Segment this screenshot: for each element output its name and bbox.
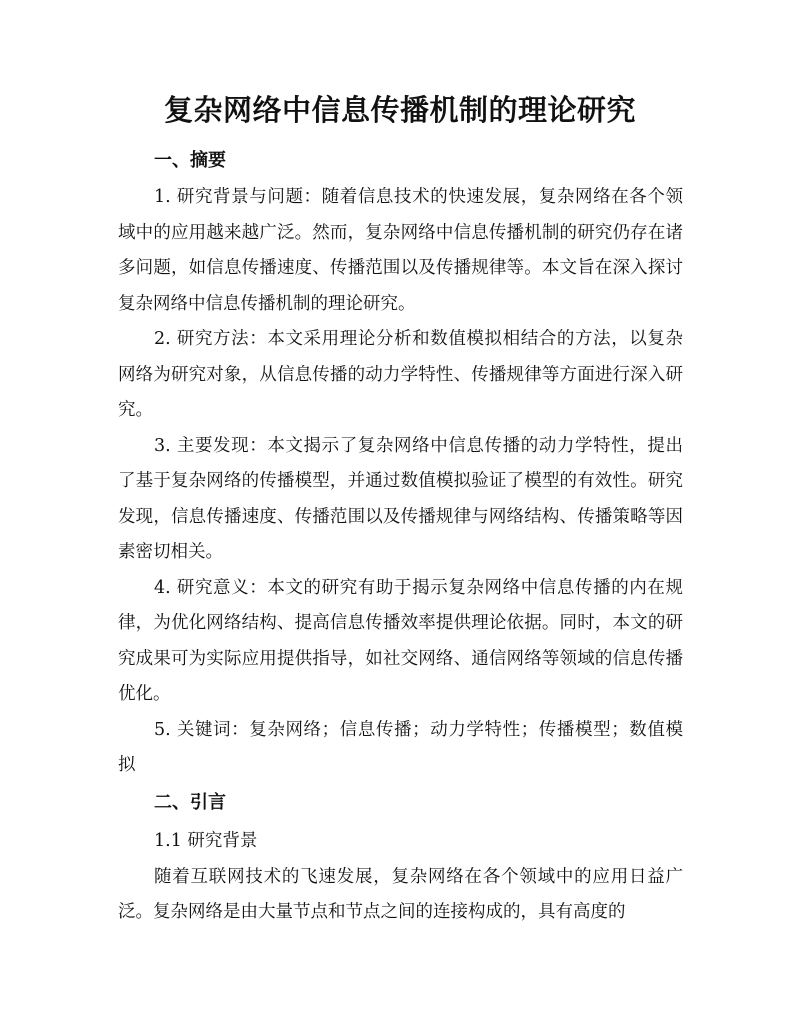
section-heading-introduction: 二、引言 — [154, 791, 226, 813]
abstract-paragraph-keywords: 5. 关键词：复杂网络；信息传播；动力学特性；传播模型；数值模拟 — [118, 719, 683, 775]
document-body — [118, 142, 683, 931]
abstract-paragraph-background: 1. 研究背景与问题：随着信息技术的快速发展，复杂网络在各个领域中的应用越来越广泛。然而，复杂网络中信息传播机制的研究仍存在诸多问题，如信息传播速度、传播范围以及传播规律等。本文旨在深入探讨复杂网络中信息传播机制的理论研究。 — [118, 187, 683, 314]
abstract-paragraph-findings: 3. 主要发现：本文揭示了复杂网络中信息传播的动力学特性，提出了基于复杂网络的传播模型，并通过数值模拟验证了模型的有效性。研究发现，信息传播速度、传播范围以及传播规律与网络结构、传播策略等因素密切相关。 — [118, 435, 683, 562]
subsection-heading-background: 1.1 研究背景 — [154, 830, 258, 851]
introduction-paragraph: 随着互联网技术的飞速发展，复杂网络在各个领域中的应用日益广泛。复杂网络是由大量节点和节点之间的连接构成的，具有高度的 — [118, 866, 683, 922]
section-heading-abstract: 一、摘要 — [154, 150, 226, 171]
abstract-paragraph-methods: 2. 研究方法：本文采用理论分析和数值模拟相结合的方法，以复杂网络为研究对象，从信息传播的动力学特性、传播规律等方面进行深入研究。 — [118, 329, 683, 420]
document-title: 复杂网络中信息传播机制的理论研究 — [163, 93, 636, 127]
abstract-paragraph-significance: 4. 研究意义：本文的研究有助于揭示复杂网络中信息传播的内在规律，为优化网络结构、提高信息传播效率提供理论依据。同时，本文的研究成果可为实际应用提供指导，如社交网络、通信网络等领域的信息传播优化。 — [118, 577, 683, 704]
